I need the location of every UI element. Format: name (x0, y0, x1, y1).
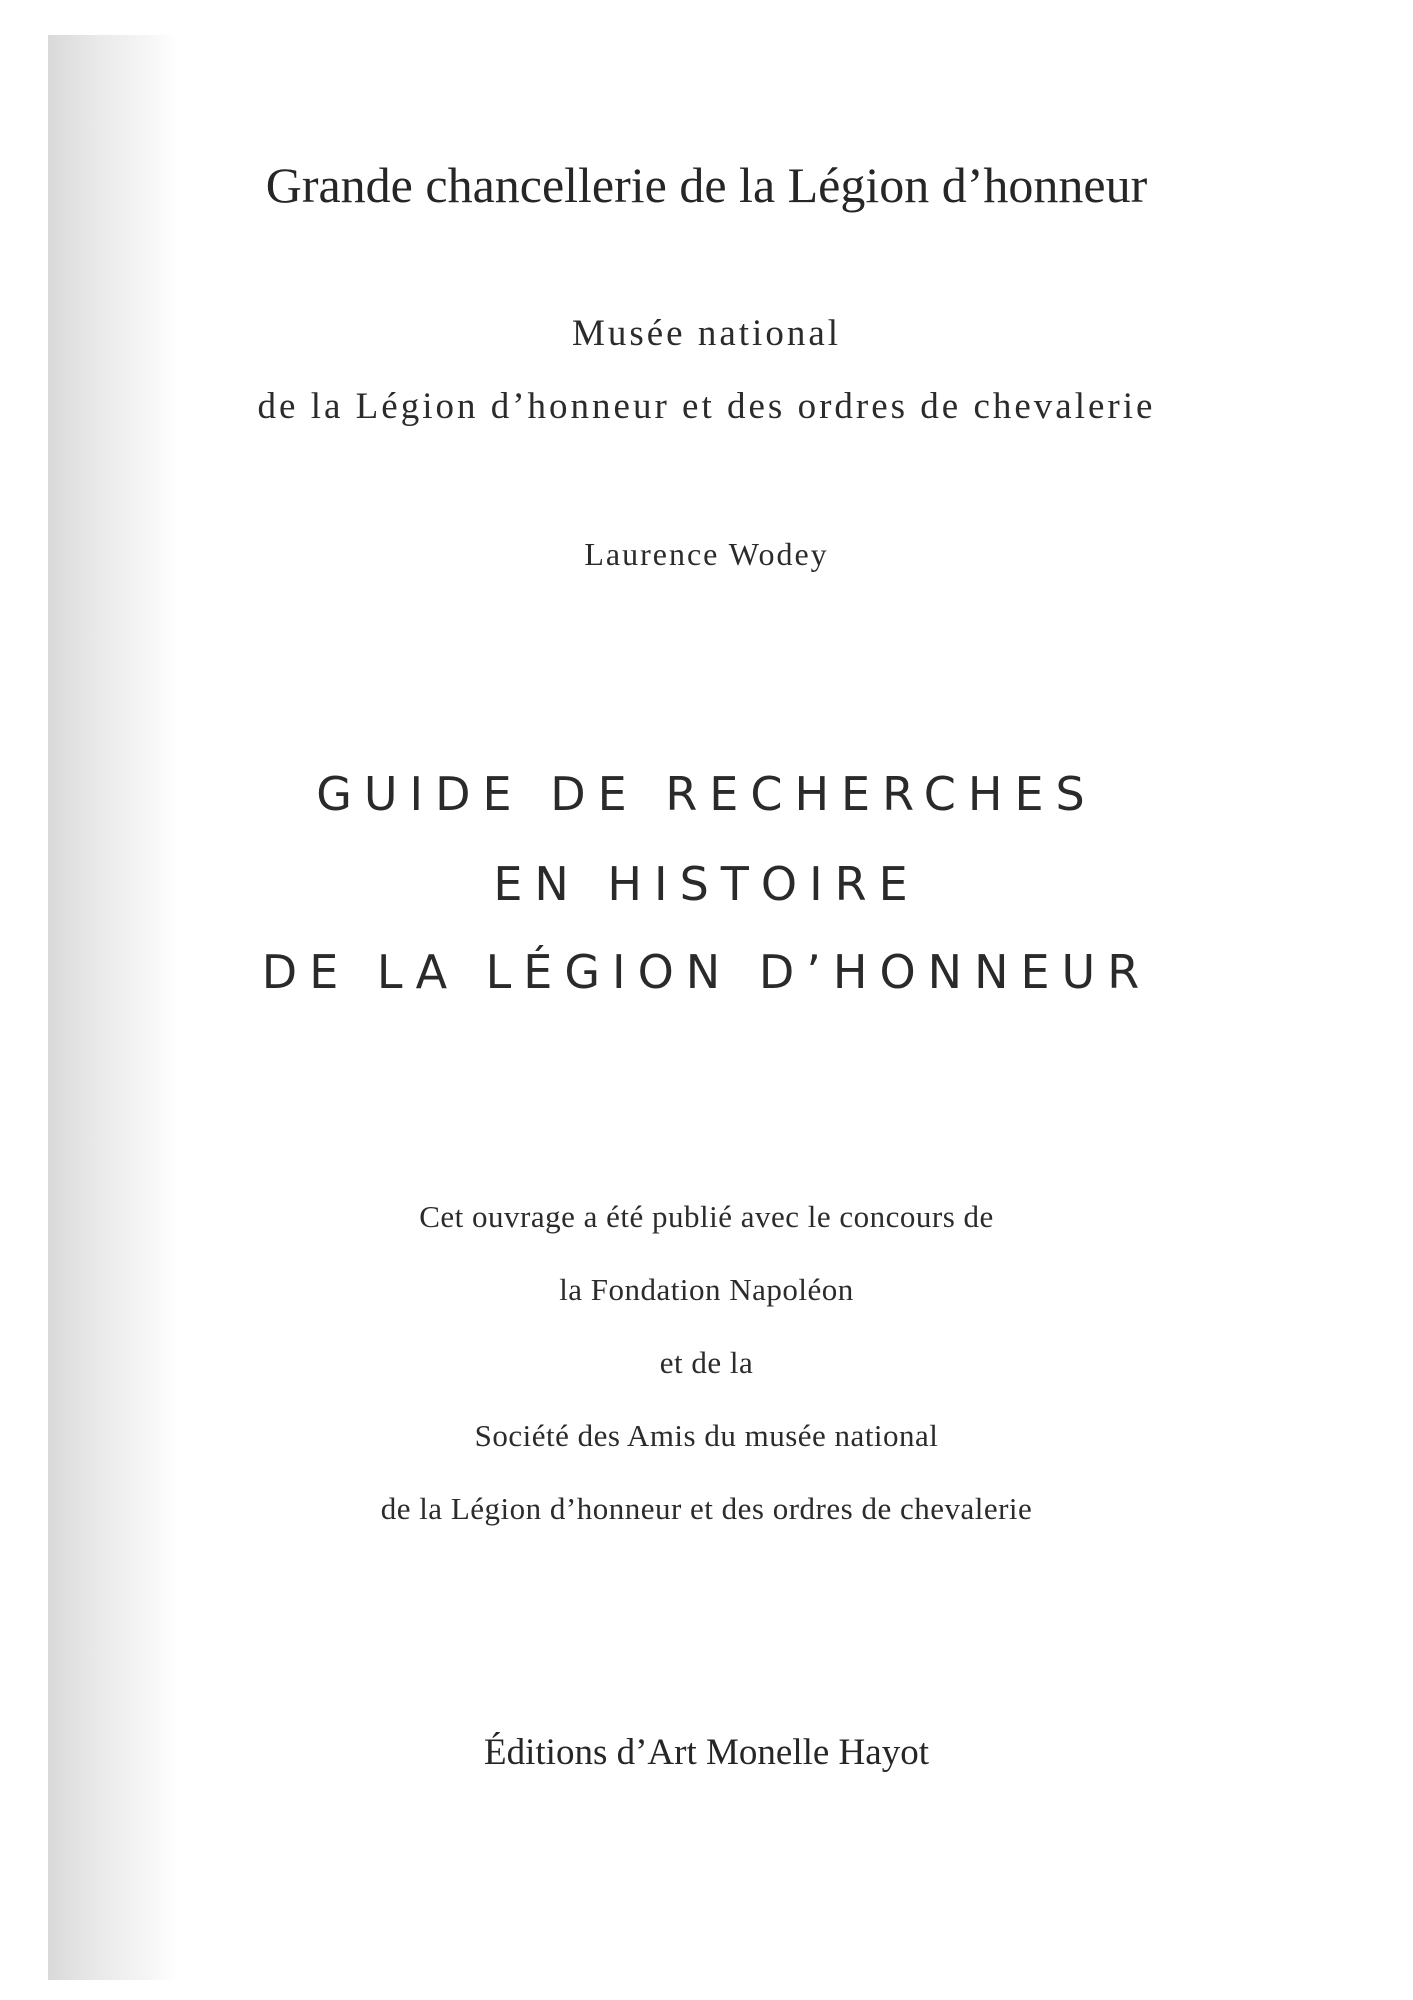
credits-line-1: Cet ouvrage a été publié avec le concours de (419, 1199, 994, 1234)
institution-heading: Grande chancellerie de la Légion d’honneur (265, 157, 1148, 213)
book-title-line-1: GUIDE DE RECHERCHES (316, 767, 1097, 821)
book-title-line-2: EN HISTOIRE (493, 857, 920, 911)
publisher-name: Éditions d’Art Monelle Hayot (484, 1732, 929, 1773)
credits-line-2: la Fondation Napoléon (559, 1272, 854, 1307)
author-name: Laurence Wodey (584, 536, 829, 572)
credits-line-5: de la Légion d’honneur et des ordres de chevalerie (380, 1491, 1033, 1526)
museum-name-line-1: Musée national (571, 313, 842, 354)
book-title-line-3: DE LA LÉGION D’HONNEUR (261, 945, 1152, 999)
credits-line-3: et de la (659, 1345, 754, 1380)
museum-name-line-2: de la Légion d’honneur et des ordres de chevalerie (257, 386, 1156, 427)
credits-line-4: Société des Amis du musée national (474, 1418, 939, 1453)
